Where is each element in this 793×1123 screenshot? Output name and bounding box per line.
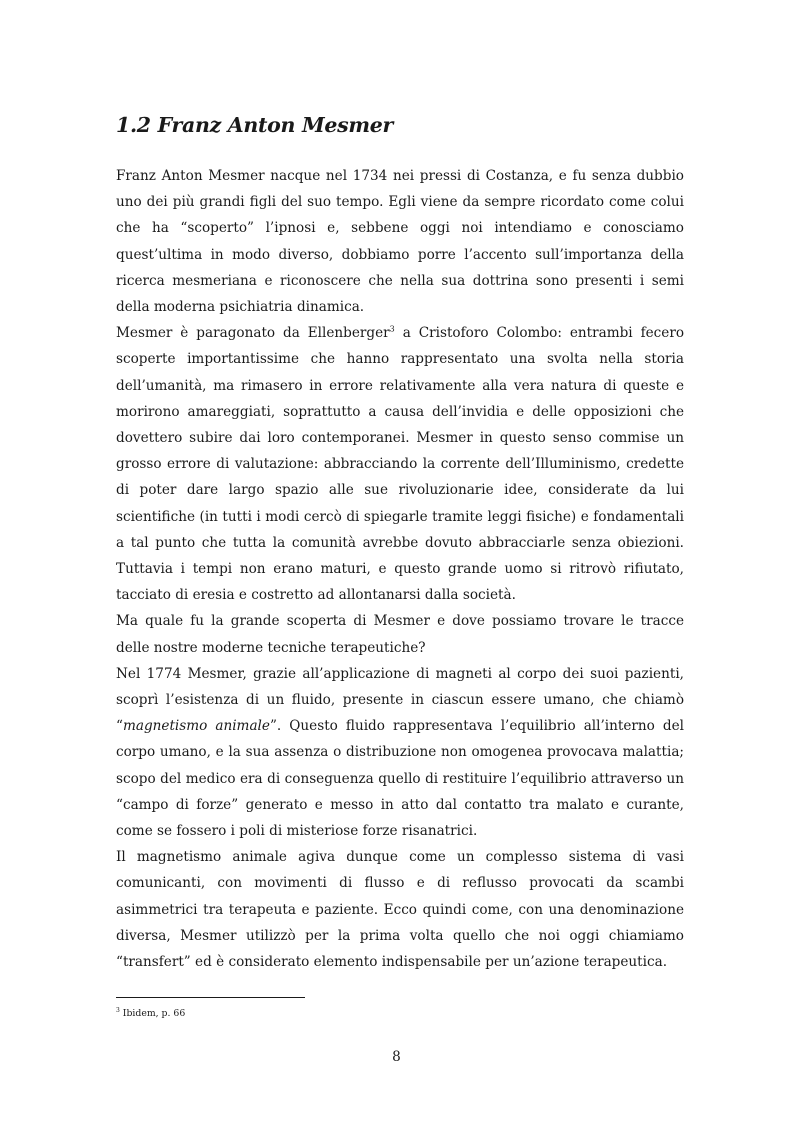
- paragraph-ellenberger-text-b: a Cristoforo Colombo: entrambi fecero scoperte importantissime che hanno rappresentato una svolta nella storia dell’umanità, ma rimasero in errore relativamente alla vera natura di queste e morirono amareggiati, soprattutto a causa dell’invidia e delle opposizioni che dovettero subire dai loro contemporanei. Mesmer in questo senso commise un grosso errore di valutazione: abbracciando la corrente dell’Illuminismo, credette di poter dare largo spazio alle sue rivoluzionarie idee, considerate da lui scientifiche (in tutti i modi cercò di spiegarle tramite leggi fisiche) e fondamentali a tal punto che tutta la comunità avrebbe dovuto abbracciarle senza obiezioni. Tuttavia i tempi non erano maturi, e questo grande uomo si ritrovò rifiutato, tacciato di eresia e costretto ad allontanarsi dalla società.: [116, 325, 685, 604]
- paragraph-ellenberger: [116, 320, 684, 608]
- footnote: [116, 1005, 185, 1020]
- page-number: 8: [392, 1049, 401, 1065]
- section-heading: 1.2 Franz Anton Mesmer: [116, 113, 393, 137]
- footnote-marker: 3: [116, 1007, 120, 1014]
- footnote-text: Ibidem, p. 66: [119, 1008, 186, 1020]
- paragraph-magnetism-text-b: ”. Questo fluido rappresentava l’equilibrio all’interno del corpo umano, e la sua assenza o distribuzione non omogenea provocava malattia; scopo del medico era di conseguenza quello di restituire l’equilibrio attraverso un “campo di forze” generato e messo in atto dal contatto tra malato e curante, come se fossero i poli di misteriose forze risanatrici.: [116, 718, 684, 840]
- body-text: [116, 163, 684, 975]
- paragraph-intro: Franz Anton Mesmer nacque nel 1734 nei pressi di Costanza, e fu senza dubbio uno dei più grandi figli del suo tempo. Egli viene da sempre ricordato come colui che ha “scoperto” l’ipnosi e, sebbene oggi noi intendiamo e conosciamo quest’ultima in modo diverso, dobbiamo porre l’accento sull’importanza della ricerca mesmeriana e riconoscere che nella sua dottrina sono presenti i semi della moderna psichiatria dinamica.: [116, 168, 684, 316]
- footnote-reference: 3: [389, 324, 395, 334]
- paragraph-ellenberger-text-a: Mesmer è paragonato da Ellenberger: [116, 325, 390, 342]
- paragraph-magnetism-text-a: Nel 1774 Mesmer, grazie all’applicazione di magneti al corpo dei suoi pazienti, scoprì l’esistenza di un fluido, presente in ciascun essere umano, che chiamò “: [116, 665, 684, 735]
- paragraph-question: Ma quale fu la grande scoperta di Mesmer e dove possiamo trovare le tracce delle nostre moderne tecniche terapeutiche?: [116, 613, 684, 656]
- paragraph-magnetism: [116, 661, 684, 844]
- paragraph-transfert: Il magnetismo animale agiva dunque come un complesso sistema di vasi comunicanti, con movimenti di flusso e di reflusso provocati da scambi asimmetrici tra terapeuta e paziente. Ecco quindi come, con una denominazione diversa, Mesmer utilizzò per la prima volta quello che noi oggi chiamiamo “transfert” ed è considerato elemento indispensabile per un’azione terapeutica.: [116, 849, 684, 971]
- footnote-divider: [116, 997, 305, 998]
- emphasis-magnetismo-animale: magnetismo animale: [122, 718, 270, 735]
